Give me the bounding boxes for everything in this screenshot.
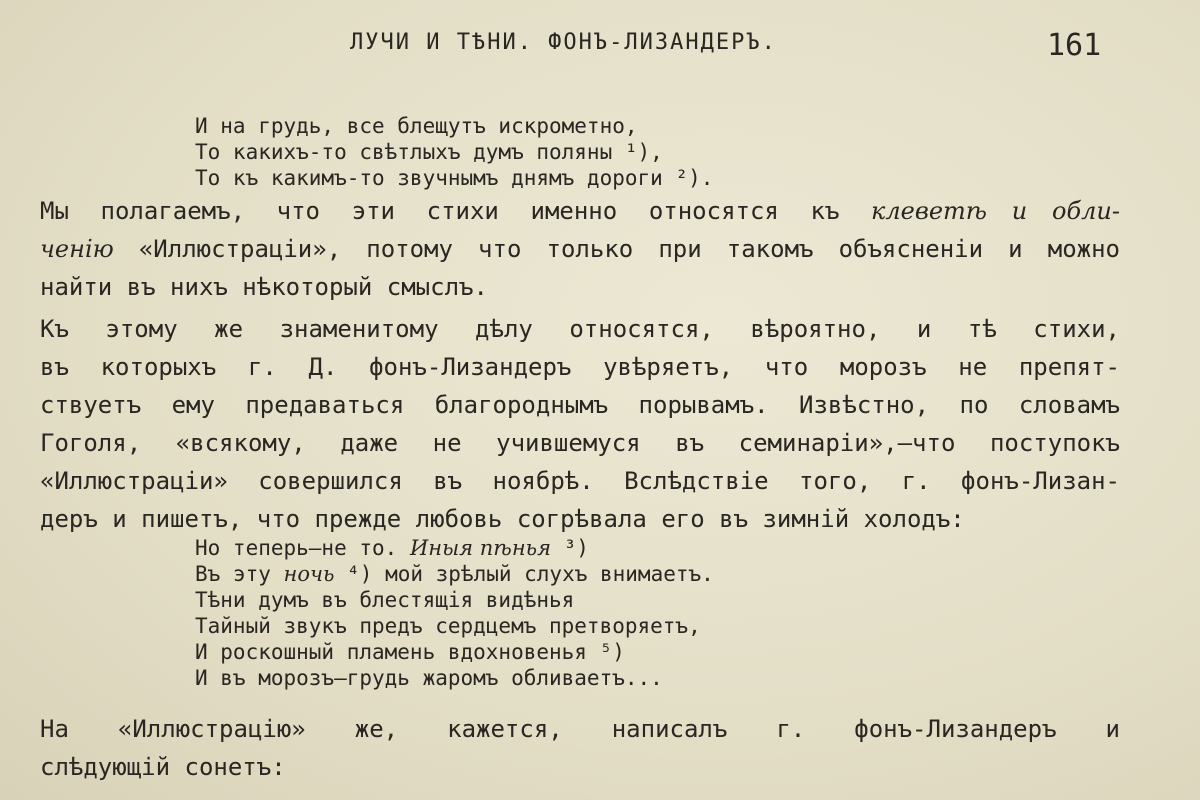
italic-run: ночь — [283, 562, 335, 586]
paragraph-1 — [40, 192, 1120, 306]
verse-line: И на грудь, все блещутъ искрометно, — [195, 114, 638, 138]
text-run: ⁴) мой зрѣлый слухъ внимаетъ. — [334, 562, 714, 586]
verse-line: И роскошный пламень вдохновенья ⁵) — [195, 640, 625, 664]
prose-line: найти въ нихъ нѣкоторый смыслъ. — [40, 273, 488, 301]
text-run: Мы полагаемъ, что эти стихи именно относятся къ — [40, 197, 872, 225]
prose-line — [40, 192, 1120, 230]
verse-quote-2 — [195, 535, 714, 691]
paragraph-2 — [40, 310, 1120, 538]
prose-line: На «Иллюстрацію» же, кажется, написалъ г. фонъ-Лизандеръ и — [40, 715, 1120, 743]
prose-line: деръ и пишетъ, что прежде любовь согрѣвала его въ зимній холодъ: — [40, 505, 965, 533]
verse-line: То къ какимъ-то звучнымъ днямъ дороги ²). — [195, 166, 714, 190]
verse-line — [195, 562, 714, 586]
verse-quote-1 — [195, 113, 713, 191]
prose-line: слѣдующій сонетъ: — [40, 753, 286, 781]
running-title: ЛУЧИ И ТѢНИ. ФОНЪ-ЛИЗАНДЕРЪ. — [350, 30, 777, 55]
prose-line: Гоголя, «всякому, даже не учившемуся въ семинаріи»,—что поступокъ — [40, 429, 1120, 457]
verse-line: То какихъ-то свѣтлыхъ думъ поляны ¹), — [195, 140, 663, 164]
italic-run: клеветѣ и обли- — [871, 197, 1120, 225]
page-number: 161 — [1047, 28, 1102, 63]
verse-line — [195, 536, 589, 560]
paragraph-3 — [40, 710, 1120, 786]
footnote-ref: ³) — [551, 536, 589, 560]
italic-run: Иныя пѣнья — [409, 536, 551, 560]
prose-line — [40, 230, 1120, 268]
prose-line: въ которыхъ г. Д. фонъ-Лизандеръ увѣряетъ, что морозъ не препят- — [40, 353, 1120, 381]
text-run: Но теперь—не то. — [195, 536, 410, 560]
verse-line: Тѣни думъ въ блестящія видѣнья — [195, 588, 575, 612]
prose-line: ствуетъ ему предаваться благороднымъ порывамъ. Извѣстно, по словамъ — [40, 391, 1120, 419]
text-run: «Иллюстраціи», потому что только при такомъ объясненіи и можно — [113, 235, 1120, 263]
prose-line: «Иллюстраціи» совершился въ ноябрѣ. Вслѣдствіе того, г. фонъ-Лизан- — [40, 467, 1120, 495]
verse-line: Тайный звукъ предъ сердцемъ претворяетъ, — [195, 614, 701, 638]
italic-run: ченію — [40, 235, 114, 263]
text-run: Въ эту — [195, 562, 284, 586]
prose-line: Къ этому же знаменитому дѣлу относятся, вѣроятно, и тѣ стихи, — [40, 315, 1120, 343]
verse-line: И въ морозъ—грудь жаромъ обливаетъ... — [195, 666, 663, 690]
